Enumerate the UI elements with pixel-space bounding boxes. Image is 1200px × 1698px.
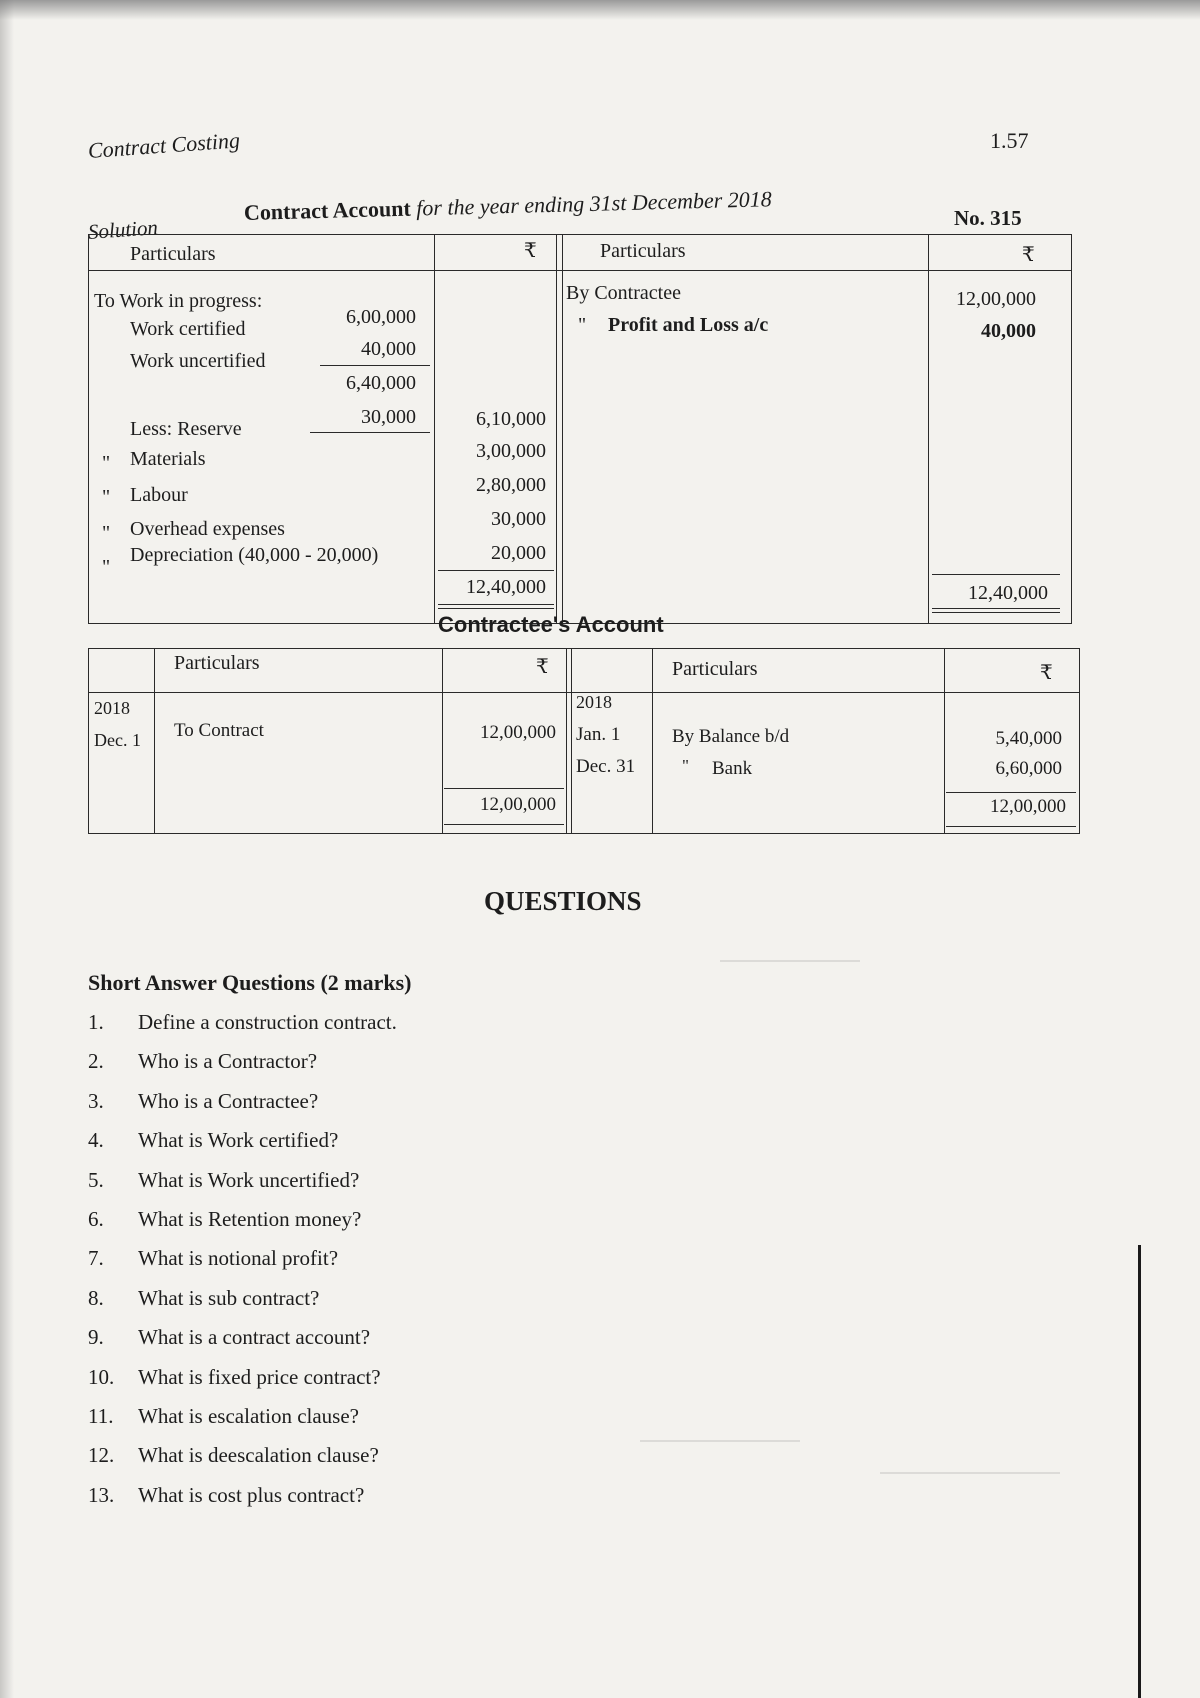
credit-total-rule-bottom-1 bbox=[932, 608, 1060, 609]
contractee-col-divider-4 bbox=[571, 648, 572, 834]
ditto-materials: " bbox=[102, 452, 111, 474]
question-number: 2. bbox=[88, 1049, 104, 1074]
wip-net-value: 6,10,000 bbox=[476, 408, 546, 430]
question-item bbox=[88, 1365, 788, 1404]
credit-total-rule-bottom-2 bbox=[932, 612, 1060, 613]
question-item bbox=[88, 1128, 788, 1167]
page-shadow-left bbox=[0, 0, 14, 1698]
question-item bbox=[88, 1010, 788, 1049]
credit-date-1: Jan. 1 bbox=[576, 724, 621, 745]
question-number: 13. bbox=[88, 1482, 115, 1507]
question-item bbox=[88, 1049, 788, 1088]
contractee-debit-total-rule-top bbox=[444, 788, 564, 789]
contract-col-particulars-debit: Particulars bbox=[130, 243, 216, 265]
question-text: What is escalation clause? bbox=[138, 1403, 359, 1428]
contract-header-rule bbox=[88, 270, 1072, 271]
depreciation-label: Depreciation (40,000 - 20,000) bbox=[130, 544, 379, 566]
question-text: What is deescalation clause? bbox=[138, 1443, 379, 1468]
bleed-through-mark bbox=[720, 960, 860, 962]
contract-col-particulars-credit: Particulars bbox=[600, 240, 686, 262]
wip-subtotal: 6,40,000 bbox=[346, 372, 416, 394]
question-number: 5. bbox=[88, 1167, 104, 1192]
debit-particulars: To Contract bbox=[174, 720, 264, 741]
question-number: 6. bbox=[88, 1206, 104, 1231]
ditto-pl: " bbox=[578, 314, 587, 336]
page-number: 1.57 bbox=[990, 128, 1029, 153]
question-number: 3. bbox=[88, 1088, 104, 1113]
work-certified-label: Work certified bbox=[130, 318, 246, 340]
contract-col-divider-2 bbox=[556, 234, 557, 624]
credit-total: 12,40,000 bbox=[968, 582, 1048, 604]
ditto-overhead: " bbox=[102, 522, 111, 544]
credit-ditto: " bbox=[682, 756, 689, 775]
question-item bbox=[88, 1089, 788, 1128]
contract-title-main: Contract Account bbox=[243, 195, 412, 225]
contractee-col-divider-5 bbox=[652, 648, 653, 834]
depreciation-value: 20,000 bbox=[491, 542, 546, 564]
question-text: What is notional profit? bbox=[138, 1246, 339, 1271]
credit-amount-2: 6,60,000 bbox=[995, 758, 1062, 779]
question-text: Who is a Contractor? bbox=[138, 1049, 318, 1074]
wip-label: To Work in progress: bbox=[94, 290, 263, 312]
bleed-through-mark bbox=[880, 1472, 1060, 1474]
contractee-credit-total-rule-bottom bbox=[946, 826, 1076, 827]
question-item bbox=[88, 1325, 788, 1364]
contractee-col-particulars-credit: Particulars bbox=[672, 658, 758, 680]
work-uncertified-label: Work uncertified bbox=[130, 350, 266, 372]
question-text: What is a contract account? bbox=[138, 1325, 371, 1350]
question-text: What is sub contract? bbox=[138, 1285, 320, 1310]
question-number: 1. bbox=[88, 1010, 104, 1034]
credit-year: 2018 bbox=[576, 692, 612, 712]
debit-year: 2018 bbox=[94, 698, 130, 718]
solution-label: Solution bbox=[87, 215, 159, 244]
page-shadow-top bbox=[0, 0, 1200, 20]
question-number: 9. bbox=[88, 1325, 104, 1350]
question-text: What is Work certified? bbox=[138, 1128, 339, 1153]
question-text: What is Retention money? bbox=[138, 1206, 362, 1231]
labour-value: 2,80,000 bbox=[476, 474, 546, 496]
debit-total-rule-bottom-1 bbox=[438, 604, 554, 605]
page-edge-line bbox=[1138, 1245, 1141, 1698]
contractee-value: 12,00,000 bbox=[956, 288, 1036, 310]
credit-total-rule-top bbox=[932, 574, 1060, 575]
question-text: What is cost plus contract? bbox=[138, 1482, 365, 1507]
question-list bbox=[88, 1010, 788, 1522]
wip-subtotal-rule bbox=[320, 365, 430, 366]
less-reserve-rule bbox=[310, 432, 430, 433]
materials-label: Materials bbox=[130, 448, 206, 470]
question-item bbox=[88, 1404, 788, 1443]
debit-date: Dec. 1 bbox=[94, 730, 141, 750]
contract-col-amount-credit: ₹ bbox=[1022, 244, 1035, 266]
credit-particulars-2: Bank bbox=[712, 758, 753, 779]
contractee-col-particulars-debit: Particulars bbox=[174, 652, 260, 674]
question-text: What is fixed price contract? bbox=[138, 1364, 381, 1389]
ditto-depreciation: " bbox=[102, 556, 111, 578]
work-certified-value: 6,00,000 bbox=[346, 306, 416, 328]
question-text: Define a construction contract. bbox=[138, 1010, 397, 1034]
credit-particulars-1: By Balance b/d bbox=[672, 726, 790, 747]
less-reserve-value: 30,000 bbox=[361, 406, 416, 428]
contractee-col-divider-1 bbox=[154, 648, 155, 834]
chapter-header: Contract Costing bbox=[87, 127, 241, 163]
question-text: Who is a Contractee? bbox=[138, 1088, 319, 1113]
debit-total-rule-top bbox=[438, 570, 554, 571]
contract-col-amount-debit: ₹ bbox=[524, 240, 537, 262]
debit-amount: 12,00,000 bbox=[480, 722, 556, 743]
credit-amount-1: 5,40,000 bbox=[995, 728, 1062, 749]
ditto-labour: " bbox=[102, 486, 111, 508]
question-item bbox=[88, 1286, 788, 1325]
profit-loss-value: 40,000 bbox=[981, 320, 1036, 342]
credit-date-2: Dec. 31 bbox=[576, 756, 636, 777]
questions-heading: QUESTIONS bbox=[484, 886, 642, 916]
question-number: 7. bbox=[88, 1246, 104, 1271]
profit-loss-label: Profit and Loss a/c bbox=[608, 314, 769, 336]
contract-title-period: for the year ending 31st December 2018 bbox=[415, 186, 773, 221]
debit-total: 12,40,000 bbox=[466, 576, 546, 598]
overhead-label: Overhead expenses bbox=[130, 518, 285, 540]
less-reserve-label: Less: Reserve bbox=[130, 418, 242, 440]
contract-col-divider-3 bbox=[562, 234, 563, 624]
contractee-label: By Contractee bbox=[566, 282, 681, 304]
debit-total-rule-bottom-2 bbox=[438, 608, 554, 609]
contractee-col-amount-debit: ₹ bbox=[536, 656, 549, 678]
contractee-account-title: Contractee's Account bbox=[438, 612, 664, 637]
work-uncertified-value: 40,000 bbox=[361, 338, 416, 360]
contractee-col-amount-credit: ₹ bbox=[1040, 662, 1053, 684]
question-item bbox=[88, 1443, 788, 1482]
short-answer-heading: Short Answer Questions (2 marks) bbox=[88, 970, 412, 995]
question-number: 11. bbox=[88, 1403, 114, 1428]
question-number: 4. bbox=[88, 1128, 104, 1153]
question-item bbox=[88, 1168, 788, 1207]
question-number: 8. bbox=[88, 1285, 104, 1310]
question-number: 10. bbox=[88, 1364, 115, 1389]
contract-account-title bbox=[244, 186, 772, 226]
contractee-debit-total-rule-bottom bbox=[444, 824, 564, 825]
question-item bbox=[88, 1483, 788, 1522]
overhead-value: 30,000 bbox=[491, 508, 546, 530]
contractee-credit-total: 12,00,000 bbox=[990, 796, 1066, 817]
materials-value: 3,00,000 bbox=[476, 440, 546, 462]
contractee-col-divider-3 bbox=[566, 648, 567, 834]
contractee-debit-total: 12,00,000 bbox=[480, 794, 556, 815]
question-text: What is Work uncertified? bbox=[138, 1167, 360, 1192]
contract-number: No. 315 bbox=[954, 206, 1022, 230]
contractee-credit-total-rule-top bbox=[946, 792, 1076, 793]
question-number: 12. bbox=[88, 1443, 115, 1468]
question-item bbox=[88, 1207, 788, 1246]
question-item bbox=[88, 1246, 788, 1285]
labour-label: Labour bbox=[130, 484, 188, 506]
